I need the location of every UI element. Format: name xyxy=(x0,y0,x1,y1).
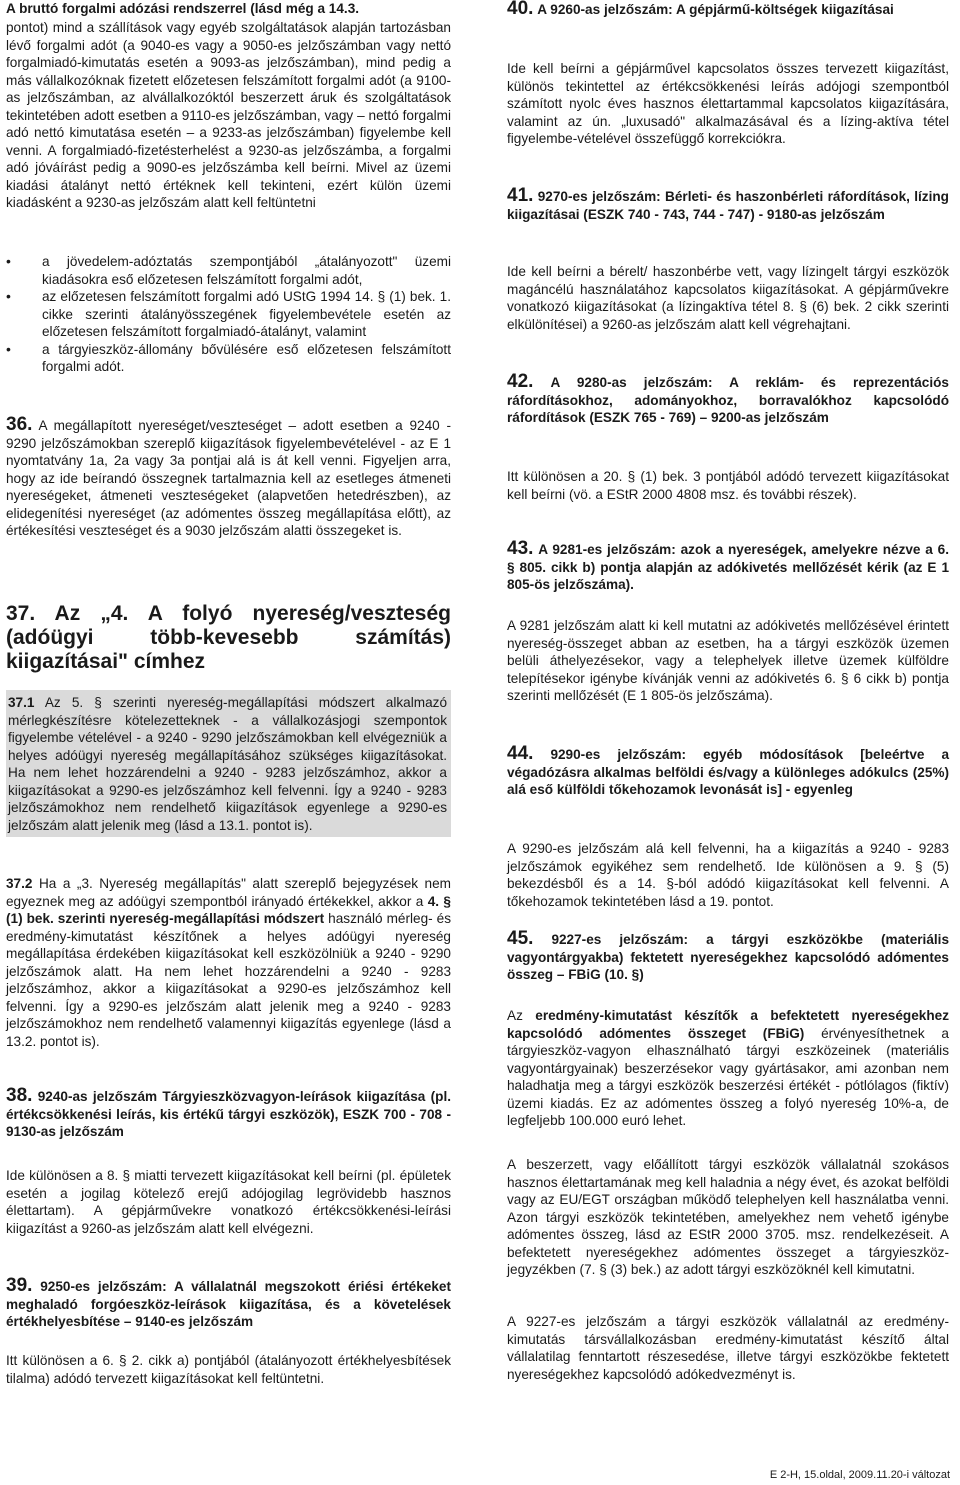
section-38-heading: 38. 9240-as jelzőszám Tárgyieszközvagyon-leírások kiigazítása (pl. értékcsökkenési leírás, kis értékű tárgyi eszközök), ESZK 700 - 708 - 9130-as jelzőszám xyxy=(6,1085,451,1139)
section-45-paragraph-1: Az eredmény-kimutatást készítők a befektetett nyereségekhez kapcsolódó adómentes összeget (FBiG) érvényesíthetnek a tárgyieszköz-vagyon elhasználható tárgyi eszközeinek (materiális vagyontárgyainak) beszerzésekor vagy gyártásakor, ami azonban nem haladhatja meg a tárgyi eszközök beszerzési értékét - pótlólagos (fiktív) üzemi kiadás. Ez az adómentes összeg a folyó nyereség 10%-a, de legfeljebb 100.000 euró lehet. xyxy=(507,1008,949,1128)
section-41-heading: 41. 9270-es jelzőszám: Bérleti- és haszonbérleti ráfordítások, lízing kiigazításai (ESZK 740 - 743, 744 - 747) - 9180-as jelzőszám xyxy=(507,185,949,222)
intro-paragraph: pontot) mind a szállítások vagy egyéb szolgáltatások alapján tartozásban lévő forgalmi adót (a 9040-es vagy a 9050-es jelzőszámban vagy nettó forgalmiadó-kimutatás esetén a 9093-as jelzőszámban), mind pedig a más vállalkozóknak fizetett előzetesen felszámított forgalmi adót (a 9100-as jelzőszámban, az alvállalkozóktól beszerzett áruk és szolgáltatások tekintetében adott esetben a 9110-es jelzőszámban, vagy – nettó forgalmi adó nettó kimutatása esetén – a 9233-as jelzőszámban) figyelembe kell venni. A forgalmiadó-fizetésterhelést a 9230-as jelzőszámba, a forgalmi adó jóváírást pedig a 9090-es jelzőszámba kell beírni. Mivel az üzemi kiadási átalányt nettó értéknek kell tekinteni, ezért külön üzemi kiadásként a 9230-as jelzőszám alatt kell feltüntetni xyxy=(6,20,451,210)
section-41-text: Ide kell beírni a bérelt/ haszonbérbe vett, vagy lízingelt tárgyi eszközök magáncélú használatához kapcsolatos kiigazításokat. A gépjárművekre vonatkozó kiigazításokat (a lízingaktíva tétel 8. § (6) bek. 2 cikk szerinti elkülönítései) a 9260-as jelzőszám alatt kell végrehajtani. xyxy=(507,264,949,332)
section-45-paragraph-3: A 9227-es jelzőszám a tárgyi eszközök vállalatnál az eredmény-kimutatás társvállalkozásban eredmény-kimutatást készítő által vállalatilag fenntartott részesedése, illetve tárgyi eszközökbe fektetett nyereségekhez kapcsolódó adókedvezményt is. xyxy=(507,1314,949,1382)
section-37-2: 37.2 Ha a „3. Nyereség megállapítás" alatt szereplő bejegyzések nem egyeznek meg az adóügyi szempontból irányadó értékekkel, akkor a 4. § (1) bek. szerinti nyereség-megállapítási módszert használó mérleg- és eredmény-kimutatást készítőnek a helyes adóügyi nyereség megállapítása érdekében kiigazításokat kell eszközölniük a 9240 - 9290 jelzőszámok alatt. Ha nem lehet hozzárendelni a 9240 - 9283 jelzőszámhoz, akkor a kiigazításokat a 9290-es jelzőszámhoz kell felvenni. Így a 9290-es jelzőszám alatt jelenik meg a 9240 - 9283 jelzőszámokhoz nem rendelhető valamennyi kiigazítás egyenlege (lásd a 13.2. pontot is). xyxy=(6,876,452,1049)
section-42-text: Itt különösen a 20. § (1) bek. 3 pontjából adódó tervezett kiigazításokat kell beírni (vö. a EStR 2000 4808 msz. és további részek). xyxy=(507,469,949,502)
section-38-text: Ide különösen a 8. § miatti tervezett kiigazításokat kell beírni (pl. épületek esetén a jogilag kötelező erejű adójogilag legrövidebb hasznos élettartam). A gépjárművekre vonatkozó értékcsökkenési-leírási kiigazítást a 9260-as jelzőszám alatt kell elvégezni. xyxy=(6,1168,451,1236)
bullet-item: • az előzetesen felszámított forgalmi adó UStG 1994 14. § (1) bek. 1. cikke szerinti átalányösszegének figyelembevétele esetén az előzetesen felszámított forgalmiadó-átalányt, valamint xyxy=(6,288,451,341)
page-footer: E 2-H, 15.oldal, 2009.11.20-i változat xyxy=(769,1469,950,1481)
bullet-list xyxy=(6,253,451,376)
section-44-heading: 44. 9290-es jelzőszám: egyéb módosítások [beleértve a végadózásra alkalmas belföldi és/vagy a különleges adókulcs (25%) alá eső külföldi tőkehozamok levonását is] - egyenleg xyxy=(507,743,950,797)
section-36: 36. A megállapított nyereséget/veszteséget – adott esetben a 9240 - 9290 jelzőszámokban szereplő kiigazítások figyelembevételével - az E 1 nyomtatvány 1a, 2a vagy 3a pontjai alá is át kell venni. Figyeljen arra, hogy az ide beírandó összegnek tartalmaznia kell az esetleges átmeneti nyereségeket, átmeneti veszteségeket (alapvetően hetedrészben), az elidegenítési nyereséget (az adómentes összeg megállapítása előtt), az értékesítési veszteséget és a 9030 jelzőszám alatti összegeket is. xyxy=(6,414,452,538)
section-39-heading: 39. 9250-es jelzőszám: A vállalatnál megszokott ériési értékeket meghaladó forgóeszköz-leírások kiigazítása, és a követelések értékhelyesbítése – 9140-es jelzőszám xyxy=(6,1275,451,1329)
section-44-text: A 9290-es jelzőszám alá kell felvenni, ha a kiigazítás a 9240 - 9283 jelzőszámok egyikéhez sem rendelhető. Ide különösen a 9. § (5) bekezdésből és a 14. §-ból adódó kiigazításokat kell felvenni. A tőkehozamok tekintetében lásd a 19. pontot. xyxy=(507,841,949,909)
section-45-heading: 45. 9227-es jelzőszám: a tárgyi eszközökbe (materiális vagyontárgyakba) fektetett nyereségekhez kapcsolódó adómentes összeg – FBiG (10. §) xyxy=(507,928,949,982)
section-43-heading: 43. A 9281-es jelzőszám: azok a nyereségek, amelyekre nézve a 6. § 805. cikk b) pontja alapján az adókivetés mellőzését kérik (az E 1 805-ös jelzőszáma). xyxy=(507,538,949,592)
section-39-text: Itt különösen a 6. § 2. cikk a) pontjából (átalányozott értékhelyesbítések tilalma) adódó tervezett kiigazításokat kell feltüntetni. xyxy=(6,1353,451,1386)
bullet-item: • a jövedelem-adóztatás szempontjából „átalányozott" üzemi kiadásokra eső előzetesen felszámított forgalmi adót, xyxy=(6,253,451,288)
section-40-text: Ide kell beírni a gépjárművel kapcsolatos összes tervezett kiigazítást, különös tekintettel az értékcsökkenési leírás adójogi szempontból számított nyolc éves hasznos élettartammal kapcsolatos kiigazítására, valamint az ún. „luxusadó" alkalmazásával és a lízing-aktíva tétel figyelembe-vételével összefüggő korrekciókra. xyxy=(507,61,949,146)
intro-line: A bruttó forgalmi adózási rendszerrel (lásd még a 14.3. xyxy=(6,1,360,16)
section-45-paragraph-2: A beszerzett, vagy előállított tárgyi eszközök vállalatnál szokásos hasznos élettartamának meg kell haladnia a négy évet, és azokat belföldi vagy az EU/EGT országban működő telephelyen kell használatba venni. Azon tárgyi eszközök tekintetében, amelyekhez nem vehető igénybe adómentes összeg, lásd az EStR 2000 3705. msz. rendelkezéseit. A befektetett nyereségekhez adómentes összeget a tárgyieszköz-jegyzékben (7. § (3) bek.) az adott tárgyi eszközöknél kell kimutatni. xyxy=(507,1157,949,1277)
section-42-heading: 42. A 9280-as jelzőszám: A reklám- és reprezentációs ráfordításokhoz, adományokhoz, borravalókhoz kapcsolódó ráfordítások (ESZK 765 - 769) – 9200-as jelzőszám xyxy=(507,371,949,425)
section-40-heading: 40. A 9260-as jelzőszám: A gépjármű-költségek kiigazításai xyxy=(507,0,894,19)
bullet-item: • a tárgyieszköz-állomány bővülésére eső előzetesen felszámított forgalmi adót. xyxy=(6,341,451,376)
section-37-heading: 37. Az „4. A folyó nyereség/veszteség (adóügyi több-kevesebb számítás) kiigazításai" címhez xyxy=(6,602,451,673)
section-37-1: 37.1 Az 5. § szerinti nyereség-megállapítási módszert alkalmazó mérlegkészítésre kötelezetteknek - a vállalkozásjogi szempontok figyelembe vételével - a 9240 - 9290 jelzőszámokban kell elvégezniük a helyes adóügyi nyereség megállapításához szükséges kiigazításokat. Ha nem lehet hozzárendelni a 9240 - 9283 jelzőszámhoz, akkor a kiigazításokat a 9290-es jelzőszámhoz kell felvenni. Így a 9240 - 9283 jelzőszámokhoz nem rendelhető kiigazítások egyenlege a 9290-es jelzőszám alatt jelenik meg (lásd a 13.1. pontot is). xyxy=(6,690,451,837)
section-43-text: A 9281 jelzőszám alatt ki kell mutatni az adókivetés mellőzésével érintett nyereség-összeget abban az esetben, ha a tárgyi eszközök üzemen belüli áthelyezésekor, vagy a telephelyek illetve üzemek külföldre telepítésekor igénybe kívánják venni az adókivetés 6. § 6 cikk b) pontja szerinti mellőzését (E 1 805-ös jelzőszáma). xyxy=(507,618,949,703)
